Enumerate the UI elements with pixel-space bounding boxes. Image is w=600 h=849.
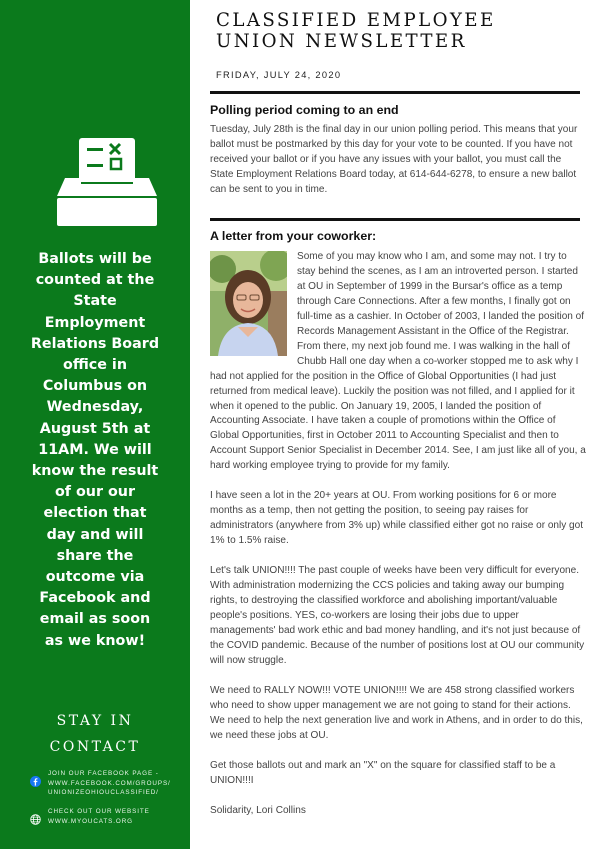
ballot-box-icon bbox=[57, 138, 157, 226]
letter-paragraph: Get those ballots out and mark an "X" on the square for classified staff to be a UNION!!!I bbox=[210, 759, 556, 786]
globe-icon bbox=[30, 814, 41, 825]
newsletter-date: FRIDAY, JULY 24, 2020 bbox=[216, 70, 342, 80]
facebook-contact[interactable] bbox=[30, 769, 198, 798]
newsletter-title: CLASSIFIED EMPLOYEE UNION NEWSLETTER bbox=[216, 10, 496, 52]
polling-text: Tuesday, July 28th is the final day in our union polling period. This means that your ballot must be postmarked by this day for your vote to be counted. If you have not received your ballot or if you have any issues with your ballot, you must call the State Employment Relations Board today, at 614-644-6278, to ensure a new ballot can be sent to you in time. bbox=[210, 124, 578, 195]
website-contact[interactable] bbox=[30, 807, 198, 826]
section-divider bbox=[210, 91, 580, 94]
facebook-icon bbox=[30, 776, 41, 787]
letter-paragraph: We need to RALLY NOW!!! VOTE UNION!!!! We are 458 strong classified workers who need to show upper management we are not going to stand for their actions. We need to help the next generation live and work in Athens, and in order to do this, we need these jobs at OU. bbox=[210, 684, 583, 741]
letter-heading: A letter from your coworker: bbox=[210, 229, 377, 243]
website-link-text[interactable]: CHECK OUT OUR WEBSITE WWW.MYOUCATS.ORG bbox=[48, 808, 150, 825]
letter-paragraph: Some of you may know who I am, and some may not. I try to stay behind the scenes, as I am an introverted person. I started at OU in September of 1999 in the Bursar's office as a temp through Care Connections. After a few months, I finally got on full-time as a cashier. In October of 2003, I landed the position of Records Management Assistant in the Office of the Registrar. From there, my next job found me. I was walking in the hall of Chubb Hall one day when a co-worker stopped me to ask why I had not applied for the position in the Office of Global Opportunities (I had just returned from medical leave). Luckily the position was not filled, and I applied for it when it opened to the public. On January 19, 2005, I landed the position of Accounting Associate. I have taken a couple of promotions within the Office of Global Opportunities, first in October 2011 to Accounting Specialist and then to Account Support Senior Specialist in December 2014. See, I am just like all of you, a hard working employee trying to provide for my family. bbox=[210, 251, 586, 472]
stay-in-contact-heading: STAY IN CONTACT bbox=[49, 713, 141, 755]
letter-body bbox=[210, 250, 586, 833]
ballot-count-message: Ballots will be counted at the State Employment Relations Board office in Columbus on Wednesday, August 5th at 11AM. We will know the result of our our election that day and will share the outcome via Facebook and email as soon as we know! bbox=[30, 251, 160, 649]
letter-signature: Solidarity, Lori Collins bbox=[210, 804, 306, 816]
letter-paragraph: I have seen a lot in the 20+ years at OU. From working positions for 6 or more months as a temp, then not getting the position, to seeing pay raises for administrators (anywhere from 3% up) while classified either got no raise or only got 1% to 1.5% raise. bbox=[210, 490, 584, 547]
letter-paragraph: Let's talk UNION!!!! The past couple of weeks have been very difficult for everyone. With administration modernizing the CCS policies and taking away our bumping rights, to destroying the classified workforce and abolishing important/valuable people's positions. YES, co-workers are losing their jobs due to upper managements' bad work ethic and bad money handling, and it's not just because of the COVID pandemic. Because of the number of positions lost at OU our community will now struggle. bbox=[210, 565, 585, 666]
author-photo bbox=[210, 251, 287, 356]
section-divider bbox=[210, 218, 580, 221]
polling-heading: Polling period coming to an end bbox=[210, 103, 399, 117]
facebook-link-text[interactable]: JOIN OUR FACEBOOK PAGE - WWW.FACEBOOK.COM/GROUPS/ UNIONIZEOHIOUCLASSIFIED/ bbox=[48, 770, 171, 796]
sidebar bbox=[0, 0, 190, 849]
